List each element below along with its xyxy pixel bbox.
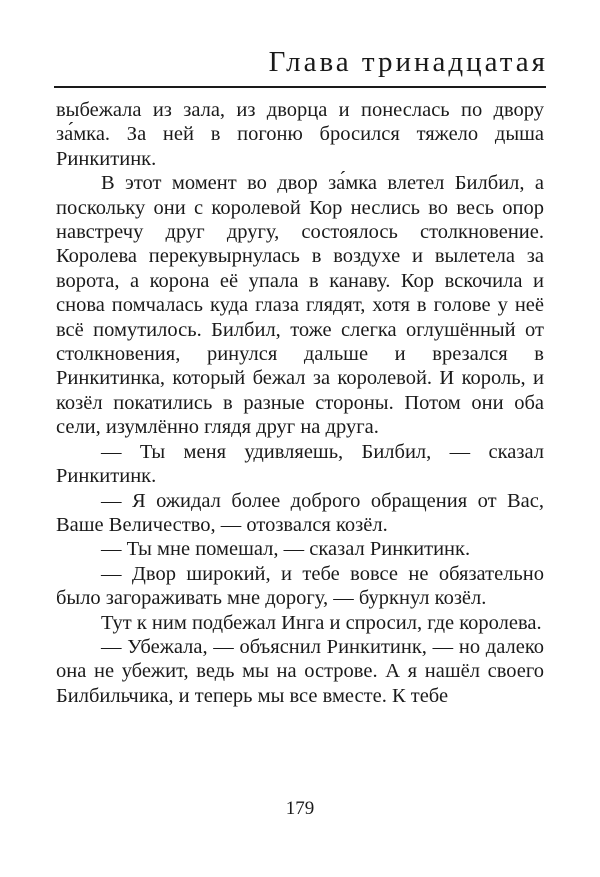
header-rule — [54, 86, 546, 88]
paragraph-inga: Тут к ним подбежал Инга и спросил, где королева. — [101, 611, 542, 634]
paragraph-dialogue: — Я ожидал более доброго обращения от Вас, Ваше Величество, — отозвался козёл. — [56, 489, 544, 536]
paragraph-continuation: выбежала из зала, из дворца и понеслась по двору за́мка. За ней в погоню бросился тяжело дыша Ринкитинк. — [56, 99, 544, 170]
text-body — [56, 98, 544, 708]
page-number: 179 — [285, 798, 315, 819]
paragraph-dialogue: — Двор широкий, и тебе вовсе не обязательно было загораживать мне дорогу, — буркнул козёл. — [56, 562, 544, 610]
paragraph-dialogue: — Убежала, — объяснил Ринкитинк, — но далеко она не убежит, ведь мы на острове. А я нашёл своего Билбильчика, и теперь мы все вместе. К тебе — [56, 635, 544, 707]
chapter-title: Глава тринадцатая — [268, 46, 548, 78]
paragraph-dialogue: — Ты мне помешал, — сказал Ринкитинк. — [101, 538, 471, 561]
paragraph-dialogue: — Ты меня удивляешь, Билбил, — сказал Ринкитинк. — [56, 440, 544, 488]
paragraph-collision: В этот момент во двор за́мка влетел Билбил, а поскольку они с королевой Кор неслись во весь опор навстречу друг другу, состоялось столкновение. Королева перекувырнулась в воздухе и вылетела за ворота, а корона её упала в канаву. Кор вскочила и снова помчалась куда глаза глядят, хотя в голове у неё всё помутилось. Билбил, тоже слегка оглушённый от столкновения, ринулся дальше и врезался в Ринкитинка, который бежал за королевой. И король, и козёл покатились в разные стороны. Потом они оба сели, изумлённо глядя друг на друга. — [56, 172, 544, 439]
